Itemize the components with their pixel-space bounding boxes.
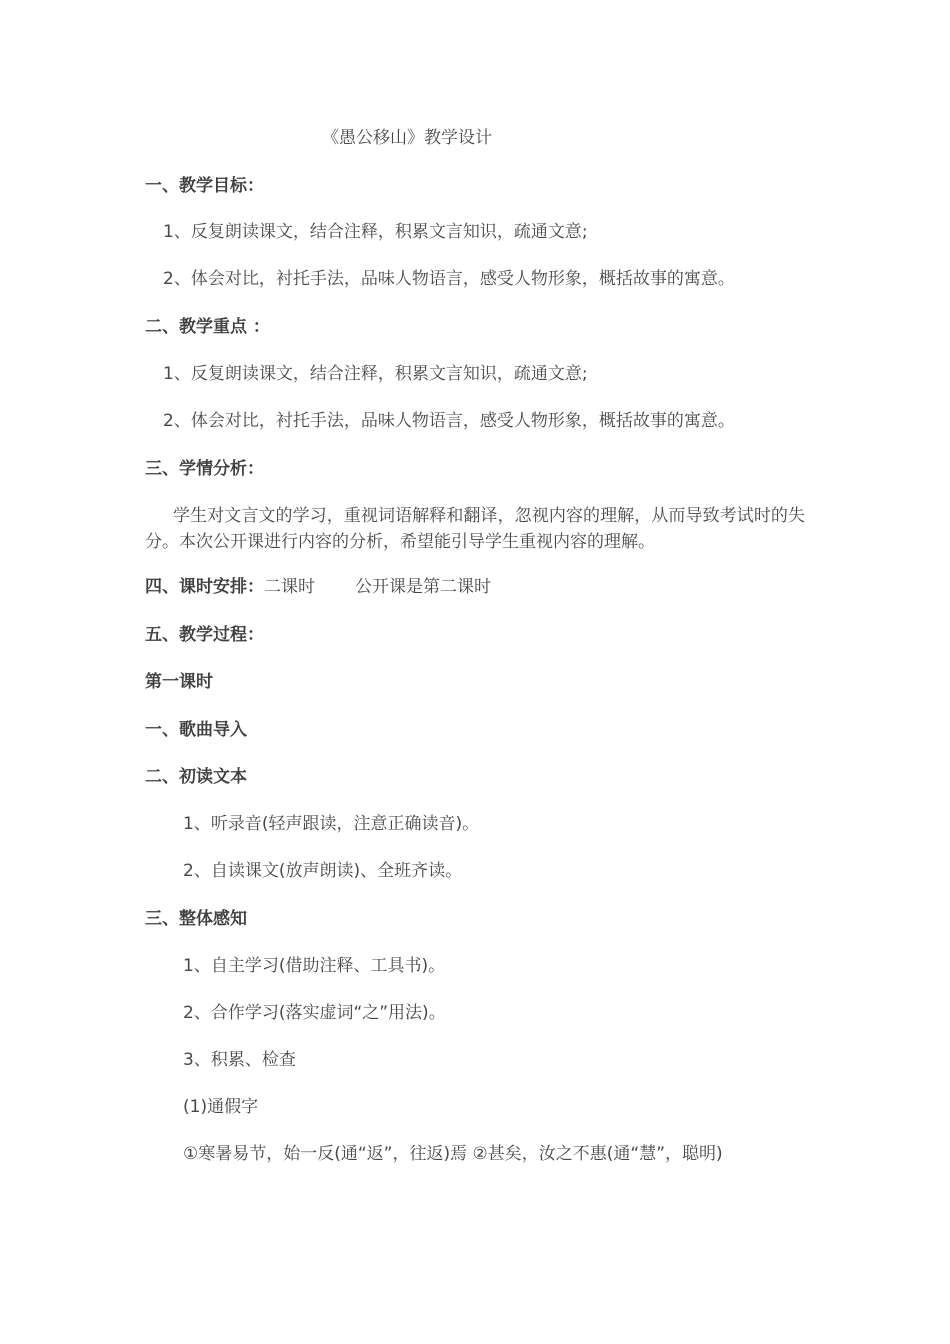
goal-heading: 一、教学目标：: [145, 176, 264, 196]
process-heading: 五、教学过程：: [145, 625, 264, 645]
step-overall-perception: 三、整体感知: [145, 909, 247, 929]
goal-item-1: 1、反复朗读课文，结合注释，积累文言知识，疏通文意;: [163, 222, 588, 242]
first-reading-item-2: 2、自读课文(放声朗读)、全班齐读。: [183, 861, 463, 881]
focus-heading: 二、教学重点 ：: [145, 317, 270, 337]
schedule-line: [145, 574, 491, 600]
document-title: 《愚公移山》教学设计: [322, 128, 492, 148]
focus-item-2: 2、体会对比，衬托手法，品味人物语言，感受人物形象，概括故事的寓意。: [163, 411, 735, 431]
tongjia-paragraph: ①寒暑易节，始一反(通“返”，往返)焉 ②甚矣，汝之不惠(通“慧”，聪明): [183, 1144, 723, 1164]
tongjia-heading: (1)通假字: [183, 1097, 259, 1117]
schedule-note: 公开课是第二课时: [355, 577, 491, 597]
analysis-heading: 三、学情分析：: [145, 459, 264, 479]
focus-item-1: 1、反复朗读课文，结合注释，积累文言知识，疏通文意;: [163, 364, 588, 384]
lesson-one-heading: 第一课时: [145, 672, 213, 692]
goal-item-2: 2、体会对比，衬托手法，品味人物语言，感受人物形象，概括故事的寓意。: [163, 269, 735, 289]
perception-item-2: 2、合作学习(落实虚词“之”用法)。: [183, 1003, 446, 1023]
schedule-heading: 四、课时安排：: [145, 577, 264, 597]
perception-item-1: 1、自主学习(借助注释、工具书)。: [183, 956, 446, 976]
schedule-value: 二课时: [264, 577, 315, 597]
first-reading-item-1: 1、听录音(轻声跟读，注意正确读音)。: [183, 814, 480, 834]
analysis-paragraph: 学生对文言文的学习，重视词语解释和翻译，忽视内容的理解，从而导致考试时的失分。本次公开课进行内容的分析，希望能引导学生重视内容的理解。: [145, 506, 805, 552]
step-song-intro: 一、歌曲导入: [145, 720, 247, 740]
perception-item-3: 3、积累、检查: [183, 1050, 296, 1070]
step-first-reading: 二、初读文本: [145, 767, 247, 787]
